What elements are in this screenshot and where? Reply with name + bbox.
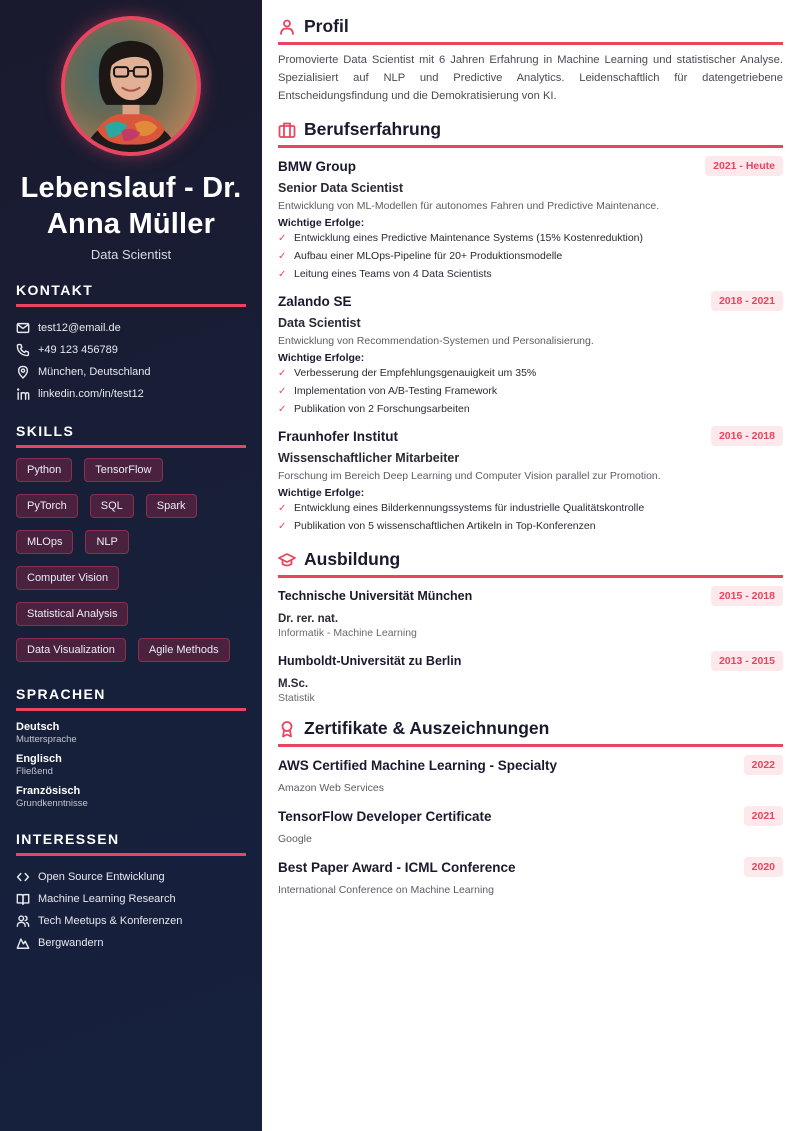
job-period-badge: 2018 - 2021 [711, 291, 783, 311]
education-header [278, 549, 783, 578]
certificate-entry [278, 806, 783, 845]
achievement-item [278, 247, 783, 265]
contact-section [16, 282, 246, 405]
skill-tag: MLOps [16, 530, 73, 554]
job-period-badge: 2016 - 2018 [711, 426, 783, 446]
mountain-icon [16, 936, 30, 950]
languages-section [16, 686, 246, 809]
skills-list [16, 458, 248, 674]
job-position: Data Scientist [278, 316, 361, 330]
achievement-text: Verbesserung der Empfehlungsgenauigkeit um 35% [294, 367, 537, 379]
linkedin-icon [16, 387, 30, 401]
job-entry [278, 291, 783, 418]
education-field: Statistik [278, 692, 315, 704]
achievement-item [278, 265, 783, 283]
job-company: BMW Group [278, 158, 356, 174]
profile-header [278, 16, 783, 45]
certificates-section [278, 718, 783, 896]
job-period-badge: 2021 - Heute [705, 156, 783, 176]
skill-tag: SQL [90, 494, 134, 518]
language-item [16, 785, 246, 809]
languages-title: SPRACHEN [16, 686, 246, 711]
achievement-text: Aufbau einer MLOps-Pipeline für 20+ Produktionsmodelle [294, 250, 563, 262]
certificate-name: AWS Certified Machine Learning - Specialty [278, 757, 558, 773]
achievement-text: Implementation von A/B-Testing Framework [294, 385, 498, 397]
contact-email[interactable] [16, 317, 246, 339]
achievement-text: Entwicklung eines Bilderkennungssystems für industrielle Qualitätskontrolle [294, 502, 645, 514]
skill-tag: NLP [85, 530, 128, 554]
phone-icon [16, 343, 30, 357]
interests-section [16, 831, 246, 954]
achievements-label: Wichtige Erfolge: [278, 352, 365, 364]
job-position: Wissenschaftlicher Mitarbeiter [278, 451, 460, 465]
language-item [16, 721, 246, 745]
skill-tag: Python [16, 458, 72, 482]
check-icon: ✓ [278, 385, 287, 397]
education-school: Humboldt-Universität zu Berlin [278, 654, 462, 668]
check-icon: ✓ [278, 520, 287, 532]
profile-summary: Promovierte Data Scientist mit 6 Jahren Erfahrung in Machine Learning und statistischer Analyse. Spezialisiert auf NLP und Predictive Analytics. Leidenschaftlich für datengetriebene Entscheidungsfindung und die Demokratisierung von KI. [278, 54, 783, 102]
contact-phone-text: +49 123 456789 [38, 344, 118, 356]
education-degree: M.Sc. [278, 678, 309, 690]
skill-tag: Computer Vision [16, 566, 119, 590]
briefcase-icon [278, 121, 296, 139]
language-level: Grundkenntnisse [16, 798, 88, 809]
certificate-name: Best Paper Award - ICML Conference [278, 859, 516, 875]
interest-text: Open Source Entwicklung [38, 871, 165, 883]
interest-text: Bergwandern [38, 937, 104, 949]
achievement-item [278, 364, 783, 382]
certificate-year-badge: 2022 [744, 755, 783, 775]
language-level: Fließend [16, 766, 53, 777]
check-icon: ✓ [278, 403, 287, 415]
resume-name: Lebenslauf - Dr. Anna Müller [20, 172, 242, 240]
skill-tag: TensorFlow [84, 458, 162, 482]
education-period-badge: 2015 - 2018 [711, 586, 783, 606]
skill-tag: Data Visualization [16, 638, 126, 662]
language-name: Englisch [16, 753, 62, 765]
graduation-cap-icon [278, 551, 296, 569]
job-entry [278, 426, 783, 535]
language-name: Französisch [16, 785, 81, 797]
education-field: Informatik - Machine Learning [278, 627, 417, 639]
achievements-label: Wichtige Erfolge: [278, 487, 365, 499]
job-entry [278, 156, 783, 283]
check-icon: ✓ [278, 250, 287, 262]
contact-email-text: test12@email.de [38, 322, 121, 334]
certificate-entry [278, 857, 783, 896]
certificate-year-badge: 2021 [744, 806, 783, 826]
achievement-text: Entwicklung eines Predictive Maintenance Systems (15% Kostenreduktion) [294, 232, 644, 244]
profile-section [278, 16, 783, 105]
check-icon: ✓ [278, 232, 287, 244]
job-description: Forschung im Bereich Deep Learning und Computer Vision parallel zur Promotion. [278, 470, 661, 482]
skill-tag: PyTorch [16, 494, 78, 518]
mail-icon [16, 321, 30, 335]
interest-text: Tech Meetups & Konferenzen [38, 915, 183, 927]
contact-linkedin[interactable] [16, 383, 246, 405]
users-icon [16, 914, 30, 928]
profile-photo [61, 16, 201, 156]
achievement-item [278, 499, 783, 517]
main-content [262, 0, 800, 1131]
education-period-badge: 2013 - 2015 [711, 651, 783, 671]
education-entry [278, 586, 783, 639]
job-company: Zalando SE [278, 293, 352, 309]
certificate-issuer: Amazon Web Services [278, 782, 385, 794]
interest-item [16, 866, 246, 888]
achievement-item [278, 382, 783, 400]
education-section [278, 549, 783, 704]
interest-item [16, 888, 246, 910]
check-icon: ✓ [278, 268, 287, 280]
certificates-header [278, 718, 783, 747]
check-icon: ✓ [278, 502, 287, 514]
user-icon [278, 18, 296, 36]
skills-title: SKILLS [16, 423, 246, 448]
achievement-item [278, 517, 783, 535]
skill-tag: Statistical Analysis [16, 602, 128, 626]
achievement-text: Publikation von 2 Forschungsarbeiten [294, 403, 470, 415]
achievement-item [278, 229, 783, 247]
job-company: Fraunhofer Institut [278, 428, 398, 444]
job-description: Entwicklung von Recommendation-Systemen und Personalisierung. [278, 335, 594, 347]
language-level: Muttersprache [16, 734, 77, 745]
certificate-year-badge: 2020 [744, 857, 783, 877]
language-item [16, 753, 246, 777]
sidebar [0, 0, 262, 1131]
contact-linkedin-text: linkedin.com/in/test12 [38, 388, 144, 400]
certificate-issuer: International Conference on Machine Learning [278, 884, 494, 896]
skill-tag: Spark [146, 494, 197, 518]
contact-phone[interactable] [16, 339, 246, 361]
education-title: Ausbildung [304, 549, 401, 569]
map-pin-icon [16, 365, 30, 379]
interests-title: INTERESSEN [16, 831, 246, 856]
achievements-label: Wichtige Erfolge: [278, 217, 365, 229]
interest-item [16, 932, 246, 954]
experience-header [278, 119, 783, 148]
experience-section [278, 119, 783, 535]
photo-wrapper [16, 16, 246, 156]
award-icon [278, 720, 296, 738]
certificates-title: Zertifikate & Auszeichnungen [304, 718, 550, 738]
certificate-entry [278, 755, 783, 794]
contact-location [16, 361, 246, 383]
portrait-illustration [65, 20, 197, 152]
contact-title: KONTAKT [16, 282, 246, 307]
contact-location-text: München, Deutschland [38, 366, 151, 378]
education-entry [278, 651, 783, 704]
education-degree: Dr. rer. nat. [278, 613, 339, 625]
skills-section [16, 423, 246, 674]
interest-text: Machine Learning Research [38, 893, 176, 905]
achievement-text: Publikation von 5 wissenschaftlichen Artikeln in Top-Konferenzen [294, 520, 596, 532]
language-name: Deutsch [16, 721, 60, 733]
profile-title: Profil [304, 16, 349, 36]
achievement-item [278, 400, 783, 418]
check-icon: ✓ [278, 367, 287, 379]
certificate-name: TensorFlow Developer Certificate [278, 808, 492, 824]
book-icon [16, 892, 30, 906]
job-position: Senior Data Scientist [278, 181, 404, 195]
experience-title: Berufserfahrung [304, 119, 442, 139]
skill-tag: Agile Methods [138, 638, 230, 662]
achievement-text: Leitung eines Teams von 4 Data Scientists [294, 268, 492, 280]
job-description: Entwicklung von ML-Modellen für autonomes Fahren und Predictive Maintenance. [278, 200, 660, 212]
job-title: Data Scientist [90, 247, 172, 262]
interest-item [16, 910, 246, 932]
education-school: Technische Universität München [278, 589, 473, 603]
code-icon [16, 870, 30, 884]
certificate-issuer: Google [278, 833, 312, 845]
